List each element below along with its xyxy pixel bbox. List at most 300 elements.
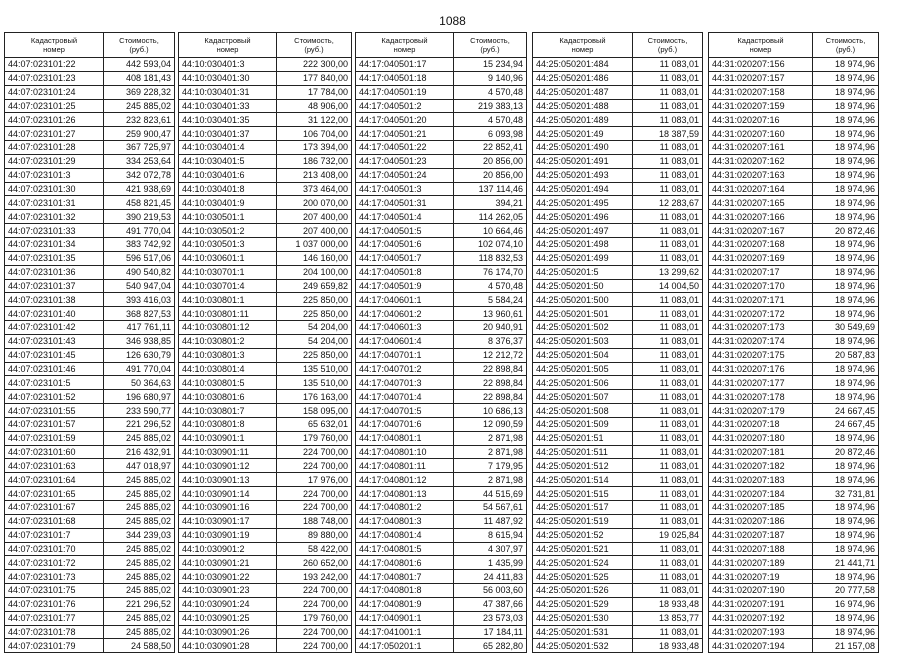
cadastral-number-cell: 44:07:023101:42 bbox=[5, 321, 104, 335]
cost-cell: 11 083,01 bbox=[633, 556, 703, 570]
cadastral-number-cell: 44:31:020207:162 bbox=[709, 154, 813, 168]
cadastral-number-cell: 44:07:023101:70 bbox=[5, 542, 104, 556]
cost-cell: 11 083,01 bbox=[633, 307, 703, 321]
table-row bbox=[356, 556, 527, 570]
cadastral-number-cell: 44:07:023101:31 bbox=[5, 196, 104, 210]
table-row bbox=[5, 404, 175, 418]
cost-cell: 11 083,01 bbox=[633, 168, 703, 182]
table-row bbox=[356, 265, 527, 279]
cadastral-number-cell: 44:31:020207:173 bbox=[709, 321, 813, 335]
cadastral-number-cell: 44:07:023101:37 bbox=[5, 279, 104, 293]
cadastral-number-cell: 44:17:040801:4 bbox=[356, 528, 454, 542]
cadastral-number-cell: 44:31:020207:191 bbox=[709, 597, 813, 611]
table-row bbox=[5, 459, 175, 473]
cost-cell: 18 933,48 bbox=[633, 639, 703, 653]
table-row bbox=[179, 639, 352, 653]
table-row bbox=[5, 293, 175, 307]
table-row bbox=[533, 597, 703, 611]
cost-cell: 11 083,01 bbox=[633, 141, 703, 155]
table-row bbox=[533, 293, 703, 307]
cadastral-number-cell: 44:10:030901:2 bbox=[179, 542, 277, 556]
cadastral-number-cell: 44:10:030901:21 bbox=[179, 556, 277, 570]
table-row bbox=[179, 376, 352, 390]
table-row bbox=[5, 127, 175, 141]
cadastral-number-cell: 44:25:050201:509 bbox=[533, 417, 633, 431]
table-row bbox=[356, 210, 527, 224]
cost-cell: 18 974,96 bbox=[813, 501, 879, 515]
table-row bbox=[709, 514, 879, 528]
cost-cell: 11 083,01 bbox=[633, 417, 703, 431]
cadastral-number-cell: 44:07:023101:22 bbox=[5, 58, 104, 72]
table-row bbox=[533, 376, 703, 390]
header-cadastral: Кадастровый номер bbox=[5, 33, 104, 58]
table-row bbox=[5, 639, 175, 653]
cadastral-number-cell: 44:31:020207:176 bbox=[709, 362, 813, 376]
cost-cell: 245 885,02 bbox=[104, 556, 175, 570]
cadastral-number-cell: 44:31:020207:160 bbox=[709, 127, 813, 141]
table-row bbox=[533, 182, 703, 196]
cadastral-number-cell: 44:07:023101:36 bbox=[5, 265, 104, 279]
cost-cell: 17 784,00 bbox=[277, 85, 352, 99]
table-row bbox=[356, 459, 527, 473]
header-cadastral: Кадастровый номер bbox=[356, 33, 454, 58]
cost-cell: 126 630,79 bbox=[104, 348, 175, 362]
header-cost: Стоимость, (руб.) bbox=[633, 33, 703, 58]
cost-cell: 18 974,96 bbox=[813, 431, 879, 445]
cadastral-number-cell: 44:17:040801:1 bbox=[356, 431, 454, 445]
table-row bbox=[5, 487, 175, 501]
cadastral-number-cell: 44:25:050201:508 bbox=[533, 404, 633, 418]
table-row bbox=[533, 501, 703, 515]
table-row bbox=[356, 625, 527, 639]
cost-cell: 1 037 000,00 bbox=[277, 237, 352, 251]
cost-cell: 106 704,00 bbox=[277, 127, 352, 141]
table-row bbox=[709, 487, 879, 501]
cost-cell: 7 179,95 bbox=[454, 459, 527, 473]
cost-cell: 20 777,58 bbox=[813, 584, 879, 598]
table-row bbox=[5, 625, 175, 639]
cost-cell: 490 540,82 bbox=[104, 265, 175, 279]
cost-cell: 12 090,59 bbox=[454, 417, 527, 431]
cadastral-number-cell: 44:10:030901:13 bbox=[179, 473, 277, 487]
cost-cell: 233 590,77 bbox=[104, 404, 175, 418]
cost-cell: 383 742,92 bbox=[104, 237, 175, 251]
table-row bbox=[356, 501, 527, 515]
table-row bbox=[179, 625, 352, 639]
cadastral-number-cell: 44:31:020207:19 bbox=[709, 570, 813, 584]
table-row bbox=[533, 210, 703, 224]
table-row bbox=[356, 639, 527, 653]
cost-cell: 18 974,96 bbox=[813, 611, 879, 625]
table-row bbox=[5, 417, 175, 431]
cadastral-number-cell: 44:25:050201:484 bbox=[533, 58, 633, 72]
cadastral-number-cell: 44:07:023101:46 bbox=[5, 362, 104, 376]
cost-cell: 225 850,00 bbox=[277, 293, 352, 307]
table-row bbox=[709, 473, 879, 487]
cadastral-number-cell: 44:07:023101:77 bbox=[5, 611, 104, 625]
cadastral-number-cell: 44:25:050201:486 bbox=[533, 71, 633, 85]
cadastral-number-cell: 44:25:050201:517 bbox=[533, 501, 633, 515]
cadastral-number-cell: 44:17:040501:2 bbox=[356, 99, 454, 113]
table-row bbox=[356, 154, 527, 168]
cost-cell: 11 487,92 bbox=[454, 514, 527, 528]
cadastral-number-cell: 44:25:050201:521 bbox=[533, 542, 633, 556]
cost-cell: 18 974,96 bbox=[813, 514, 879, 528]
cadastral-number-cell: 44:17:040501:3 bbox=[356, 182, 454, 196]
cost-cell: 179 760,00 bbox=[277, 611, 352, 625]
table-row bbox=[356, 390, 527, 404]
table-row bbox=[533, 71, 703, 85]
header-cost: Стоимость, (руб.) bbox=[454, 33, 527, 58]
table-row bbox=[709, 182, 879, 196]
table-row bbox=[533, 321, 703, 335]
cost-cell: 11 083,01 bbox=[633, 99, 703, 113]
table-row bbox=[709, 168, 879, 182]
table-row bbox=[179, 445, 352, 459]
table-row bbox=[709, 639, 879, 653]
table-row bbox=[5, 307, 175, 321]
cost-cell: 11 083,01 bbox=[633, 321, 703, 335]
cadastral-number-cell: 44:07:023101:59 bbox=[5, 431, 104, 445]
cadastral-number-cell: 44:17:040701:4 bbox=[356, 390, 454, 404]
cadastral-number-cell: 44:07:023101:45 bbox=[5, 348, 104, 362]
cadastral-number-cell: 44:17:040601:3 bbox=[356, 321, 454, 335]
table-row bbox=[179, 154, 352, 168]
cost-cell: 21 157,08 bbox=[813, 639, 879, 653]
cost-cell: 18 974,96 bbox=[813, 196, 879, 210]
cadastral-number-cell: 44:07:023101:5 bbox=[5, 376, 104, 390]
table-row bbox=[356, 293, 527, 307]
cadastral-number-cell: 44:25:050201:505 bbox=[533, 362, 633, 376]
cadastral-number-cell: 44:31:020207:164 bbox=[709, 182, 813, 196]
table-row bbox=[5, 597, 175, 611]
table-row bbox=[533, 459, 703, 473]
cost-cell: 18 974,96 bbox=[813, 182, 879, 196]
cadastral-number-cell: 44:25:050201:488 bbox=[533, 99, 633, 113]
table-row bbox=[5, 113, 175, 127]
cost-cell: 394,21 bbox=[454, 196, 527, 210]
table-row bbox=[356, 376, 527, 390]
table-row bbox=[709, 376, 879, 390]
table-row bbox=[5, 528, 175, 542]
cadastral-number-cell: 44:25:050201:525 bbox=[533, 570, 633, 584]
cost-cell: 342 072,78 bbox=[104, 168, 175, 182]
cadastral-number-cell: 44:17:040801:3 bbox=[356, 514, 454, 528]
table-row bbox=[533, 348, 703, 362]
cost-cell: 221 296,52 bbox=[104, 597, 175, 611]
cost-cell: 224 700,00 bbox=[277, 487, 352, 501]
table-row bbox=[709, 570, 879, 584]
table-row bbox=[709, 154, 879, 168]
cadastral-number-cell: 44:10:030901:26 bbox=[179, 625, 277, 639]
table-row bbox=[179, 348, 352, 362]
cost-cell: 11 083,01 bbox=[633, 473, 703, 487]
cost-cell: 20 856,00 bbox=[454, 154, 527, 168]
table-row bbox=[179, 542, 352, 556]
cost-cell: 11 083,01 bbox=[633, 182, 703, 196]
cadastral-number-cell: 44:07:023101:34 bbox=[5, 237, 104, 251]
cadastral-number-cell: 44:17:040701:2 bbox=[356, 362, 454, 376]
cost-cell: 23 573,03 bbox=[454, 611, 527, 625]
cadastral-number-cell: 44:17:040501:5 bbox=[356, 224, 454, 238]
cadastral-number-cell: 44:25:050201:498 bbox=[533, 237, 633, 251]
cost-cell: 334 253,64 bbox=[104, 154, 175, 168]
cost-cell: 135 510,00 bbox=[277, 362, 352, 376]
cadastral-number-cell: 44:07:023101:35 bbox=[5, 251, 104, 265]
cost-cell: 346 938,85 bbox=[104, 334, 175, 348]
table-row bbox=[533, 639, 703, 653]
cost-cell: 18 974,96 bbox=[813, 210, 879, 224]
table-row bbox=[356, 321, 527, 335]
table-row bbox=[709, 501, 879, 515]
cost-cell: 30 549,69 bbox=[813, 321, 879, 335]
table-row bbox=[179, 431, 352, 445]
cost-cell: 158 095,00 bbox=[277, 404, 352, 418]
table-row bbox=[533, 404, 703, 418]
cadastral-number-cell: 44:10:030901:17 bbox=[179, 514, 277, 528]
cadastral-number-cell: 44:10:030901:25 bbox=[179, 611, 277, 625]
cost-cell: 15 234,94 bbox=[454, 58, 527, 72]
cost-cell: 8 615,94 bbox=[454, 528, 527, 542]
cadastral-number-cell: 44:10:030801:3 bbox=[179, 348, 277, 362]
cost-cell: 245 885,02 bbox=[104, 501, 175, 515]
cost-cell: 4 570,48 bbox=[454, 113, 527, 127]
table-row bbox=[533, 113, 703, 127]
cost-cell: 393 416,03 bbox=[104, 293, 175, 307]
cost-cell: 8 376,37 bbox=[454, 334, 527, 348]
cadastral-number-cell: 44:31:020207:185 bbox=[709, 501, 813, 515]
table-row bbox=[356, 127, 527, 141]
cost-cell: 11 083,01 bbox=[633, 459, 703, 473]
table-row bbox=[709, 85, 879, 99]
cost-cell: 4 570,48 bbox=[454, 85, 527, 99]
cadastral-number-cell: 44:17:040601:2 bbox=[356, 307, 454, 321]
cost-cell: 11 083,01 bbox=[633, 58, 703, 72]
cadastral-number-cell: 44:25:050201:511 bbox=[533, 445, 633, 459]
table-row bbox=[5, 321, 175, 335]
cadastral-number-cell: 44:17:040601:4 bbox=[356, 334, 454, 348]
cadastral-number-cell: 44:07:023101:28 bbox=[5, 141, 104, 155]
cost-cell: 22 898,84 bbox=[454, 362, 527, 376]
cadastral-number-cell: 44:25:050201:487 bbox=[533, 85, 633, 99]
cost-cell: 2 871,98 bbox=[454, 445, 527, 459]
cadastral-number-cell: 44:10:030401:37 bbox=[179, 127, 277, 141]
table-row bbox=[709, 459, 879, 473]
cost-cell: 176 163,00 bbox=[277, 390, 352, 404]
table-row bbox=[356, 348, 527, 362]
table-row bbox=[356, 279, 527, 293]
table-row bbox=[709, 321, 879, 335]
cadastral-number-cell: 44:10:030701:1 bbox=[179, 265, 277, 279]
cost-cell: 10 686,13 bbox=[454, 404, 527, 418]
cost-cell: 18 974,96 bbox=[813, 625, 879, 639]
cost-cell: 193 242,00 bbox=[277, 570, 352, 584]
table-row bbox=[5, 542, 175, 556]
cost-cell: 249 659,82 bbox=[277, 279, 352, 293]
cadastral-number-cell: 44:07:023101:75 bbox=[5, 584, 104, 598]
cadastral-number-cell: 44:17:050201:1 bbox=[356, 639, 454, 653]
cadastral-number-cell: 44:07:023101:55 bbox=[5, 404, 104, 418]
cadastral-number-cell: 44:07:023101:65 bbox=[5, 487, 104, 501]
cadastral-number-cell: 44:07:023101:60 bbox=[5, 445, 104, 459]
cadastral-number-cell: 44:17:040501:9 bbox=[356, 279, 454, 293]
cadastral-number-cell: 44:31:020207:186 bbox=[709, 514, 813, 528]
table-row bbox=[533, 390, 703, 404]
cadastral-number-cell: 44:31:020207:170 bbox=[709, 279, 813, 293]
cadastral-number-cell: 44:07:023101:64 bbox=[5, 473, 104, 487]
cadastral-number-cell: 44:17:040801:2 bbox=[356, 501, 454, 515]
table-row bbox=[533, 307, 703, 321]
table-row bbox=[179, 293, 352, 307]
cadastral-number-cell: 44:25:050201:514 bbox=[533, 473, 633, 487]
table-row bbox=[5, 362, 175, 376]
cadastral-number-cell: 44:31:020207:157 bbox=[709, 71, 813, 85]
table-row bbox=[5, 224, 175, 238]
table-row bbox=[533, 279, 703, 293]
cost-cell: 196 680,97 bbox=[104, 390, 175, 404]
table-row bbox=[356, 584, 527, 598]
table-row bbox=[709, 210, 879, 224]
cost-cell: 11 083,01 bbox=[633, 210, 703, 224]
cost-cell: 245 885,02 bbox=[104, 473, 175, 487]
header-cadastral: Кадастровый номер bbox=[709, 33, 813, 58]
page-number: 1088 bbox=[439, 14, 466, 28]
cadastral-number-cell: 44:10:030801:1 bbox=[179, 293, 277, 307]
table-row bbox=[356, 611, 527, 625]
table-row bbox=[179, 570, 352, 584]
cadastral-number-cell: 44:25:050201:493 bbox=[533, 168, 633, 182]
cadastral-number-cell: 44:25:050201:494 bbox=[533, 182, 633, 196]
cost-cell: 4 570,48 bbox=[454, 279, 527, 293]
cadastral-number-cell: 44:31:020207:16 bbox=[709, 113, 813, 127]
cost-cell: 421 938,69 bbox=[104, 182, 175, 196]
cost-cell: 1 435,99 bbox=[454, 556, 527, 570]
table-row bbox=[5, 182, 175, 196]
cost-cell: 21 441,71 bbox=[813, 556, 879, 570]
cost-cell: 54 567,61 bbox=[454, 501, 527, 515]
cost-cell: 259 900,47 bbox=[104, 127, 175, 141]
table-row bbox=[179, 597, 352, 611]
table-row bbox=[5, 154, 175, 168]
table-row bbox=[709, 279, 879, 293]
cadastral-table-4 bbox=[532, 32, 703, 653]
table-row bbox=[179, 113, 352, 127]
cadastral-number-cell: 44:07:023101:73 bbox=[5, 570, 104, 584]
cadastral-number-cell: 44:31:020207:192 bbox=[709, 611, 813, 625]
cost-cell: 18 974,96 bbox=[813, 251, 879, 265]
table-row bbox=[356, 251, 527, 265]
cadastral-table-3 bbox=[355, 32, 527, 653]
cost-cell: 173 394,00 bbox=[277, 141, 352, 155]
cost-cell: 58 422,00 bbox=[277, 542, 352, 556]
cadastral-number-cell: 44:17:040701:3 bbox=[356, 376, 454, 390]
table-row bbox=[5, 196, 175, 210]
cadastral-number-cell: 44:10:030701:4 bbox=[179, 279, 277, 293]
cost-cell: 32 731,81 bbox=[813, 487, 879, 501]
table-row bbox=[5, 71, 175, 85]
cost-cell: 11 083,01 bbox=[633, 237, 703, 251]
table-row bbox=[533, 168, 703, 182]
cost-cell: 11 083,01 bbox=[633, 431, 703, 445]
cost-cell: 11 083,01 bbox=[633, 404, 703, 418]
table-row bbox=[179, 251, 352, 265]
cadastral-number-cell: 44:17:040501:24 bbox=[356, 168, 454, 182]
cost-cell: 22 898,84 bbox=[454, 390, 527, 404]
table-row bbox=[709, 348, 879, 362]
table-row bbox=[709, 584, 879, 598]
cadastral-number-cell: 44:10:030501:3 bbox=[179, 237, 277, 251]
cost-cell: 50 364,63 bbox=[104, 376, 175, 390]
table-row bbox=[533, 362, 703, 376]
cadastral-number-cell: 44:25:050201:504 bbox=[533, 348, 633, 362]
cadastral-number-cell: 44:25:050201:495 bbox=[533, 196, 633, 210]
cadastral-number-cell: 44:31:020207:166 bbox=[709, 210, 813, 224]
cost-cell: 18 974,96 bbox=[813, 265, 879, 279]
cost-cell: 369 228,32 bbox=[104, 85, 175, 99]
table-row bbox=[5, 514, 175, 528]
cost-cell: 18 974,96 bbox=[813, 473, 879, 487]
cost-cell: 17 184,11 bbox=[454, 625, 527, 639]
cost-cell: 260 652,00 bbox=[277, 556, 352, 570]
table-row bbox=[709, 625, 879, 639]
table-row bbox=[5, 210, 175, 224]
cadastral-number-cell: 44:07:023101:32 bbox=[5, 210, 104, 224]
table-row bbox=[356, 362, 527, 376]
cadastral-number-cell: 44:25:050201:529 bbox=[533, 597, 633, 611]
cadastral-number-cell: 44:25:050201:519 bbox=[533, 514, 633, 528]
cadastral-number-cell: 44:31:020207:187 bbox=[709, 528, 813, 542]
cost-cell: 390 219,53 bbox=[104, 210, 175, 224]
cost-cell: 54 204,00 bbox=[277, 334, 352, 348]
cost-cell: 11 083,01 bbox=[633, 154, 703, 168]
cadastral-number-cell: 44:25:050201:532 bbox=[533, 639, 633, 653]
table-row bbox=[179, 307, 352, 321]
table-row bbox=[356, 85, 527, 99]
table-row bbox=[179, 182, 352, 196]
cadastral-number-cell: 44:31:020207:179 bbox=[709, 404, 813, 418]
cadastral-number-cell: 44:25:050201:500 bbox=[533, 293, 633, 307]
cost-cell: 4 307,97 bbox=[454, 542, 527, 556]
cost-cell: 224 700,00 bbox=[277, 625, 352, 639]
cost-cell: 118 832,53 bbox=[454, 251, 527, 265]
cost-cell: 368 827,53 bbox=[104, 307, 175, 321]
cost-cell: 18 974,96 bbox=[813, 127, 879, 141]
table-row bbox=[356, 71, 527, 85]
table-row bbox=[5, 556, 175, 570]
table-row bbox=[356, 473, 527, 487]
cadastral-number-cell: 44:31:020207:194 bbox=[709, 639, 813, 653]
table-row bbox=[709, 390, 879, 404]
cadastral-number-cell: 44:31:020207:18 bbox=[709, 417, 813, 431]
table-row bbox=[179, 473, 352, 487]
cost-cell: 18 974,96 bbox=[813, 459, 879, 473]
table-row bbox=[5, 584, 175, 598]
cadastral-number-cell: 44:10:030901:11 bbox=[179, 445, 277, 459]
cost-cell: 373 464,00 bbox=[277, 182, 352, 196]
cost-cell: 225 850,00 bbox=[277, 307, 352, 321]
cost-cell: 18 974,96 bbox=[813, 334, 879, 348]
cadastral-number-cell: 44:25:050201:496 bbox=[533, 210, 633, 224]
cost-cell: 344 239,03 bbox=[104, 528, 175, 542]
cost-cell: 447 018,97 bbox=[104, 459, 175, 473]
cost-cell: 18 974,96 bbox=[813, 99, 879, 113]
cadastral-number-cell: 44:07:023101:52 bbox=[5, 390, 104, 404]
table-row bbox=[5, 376, 175, 390]
table-row bbox=[5, 251, 175, 265]
table-row bbox=[179, 71, 352, 85]
table-row bbox=[709, 224, 879, 238]
cadastral-number-cell: 44:25:050201:507 bbox=[533, 390, 633, 404]
